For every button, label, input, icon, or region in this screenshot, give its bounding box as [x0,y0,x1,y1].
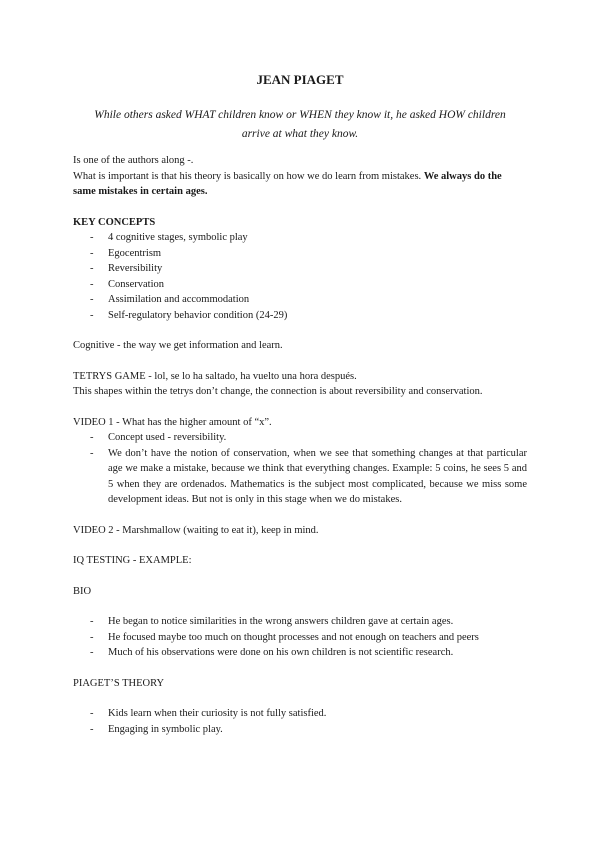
document-title: JEAN PIAGET [256,72,344,87]
list-item: - Much of his observations were done on his own children is not scientific research. [73,645,527,661]
key-concepts-heading: KEY CONCEPTS [73,216,156,228]
document-body [73,153,527,737]
bio-heading: BIO [73,585,92,597]
video2-line: VIDEO 2 - Marshmallow (waiting to eat it), keep in mind. [73,524,319,536]
video1-list [73,430,527,508]
list-item: - Egocentrism [73,246,527,262]
intro-line-2-plain: What is important is that his theory is basically on how we do learn from mistakes. [73,170,424,182]
intro-line-2-bold: We always do the same mistakes in certain ages. [73,170,502,197]
list-item: - 4 cognitive stages, symbolic play [73,230,527,246]
tetrys-line-1: TETRYS GAME - lol, se lo ha saltado, ha vuelto una hora después. [73,370,357,382]
list-item: - Concept used - reversibility. [73,430,527,446]
cognitive-definition: Cognitive - the way we get information and learn. [73,340,283,351]
bio-list [73,614,527,661]
list-item: - Assimilation and accommodation [73,292,527,308]
key-concepts-list [73,230,527,323]
tetrys-line-2: This shapes within the tetrys don’t change, the connection is about reversibility and conservation. [73,386,483,397]
list-item: - He began to notice similarities in the wrong answers children gave at certain ages. [73,614,527,630]
iq-testing-heading: IQ TESTING - EXAMPLE: [73,555,192,566]
list-item: - Kids learn when their curiosity is not fully satisfied. [73,706,527,722]
list-item: - We don’t have the notion of conservation, when we see that something changes at that particular age we make a mistake, because we think that everything changes. Example: 5 coins, he sees 5 and 5 when they are ordenados. Mathematics is the subject most complicated, because we miss some development ideas. But not is only in this stage when we do mistakes. [73,446,527,508]
piaget-theory-heading: PIAGET’S THEORY [73,677,165,689]
list-item: - Reversibility [73,261,527,277]
theory-list [73,706,527,737]
list-item: - He focused maybe too much on thought processes and not enough on teachers and peers [73,630,527,646]
list-item: - Engaging in symbolic play. [73,722,527,738]
list-item: - Self-regulatory behavior condition (24-29) [73,308,527,324]
intro-line-2 [73,169,527,200]
video1-heading: VIDEO 1 - What has the higher amount of “x”. [73,416,272,428]
intro-line-1: Is one of the authors along -. [73,155,194,166]
tagline-quote: While others asked WHAT children know or WHEN they know it, he asked HOW children arrive at what they know. [94,109,506,140]
list-item: - Conservation [73,277,527,293]
